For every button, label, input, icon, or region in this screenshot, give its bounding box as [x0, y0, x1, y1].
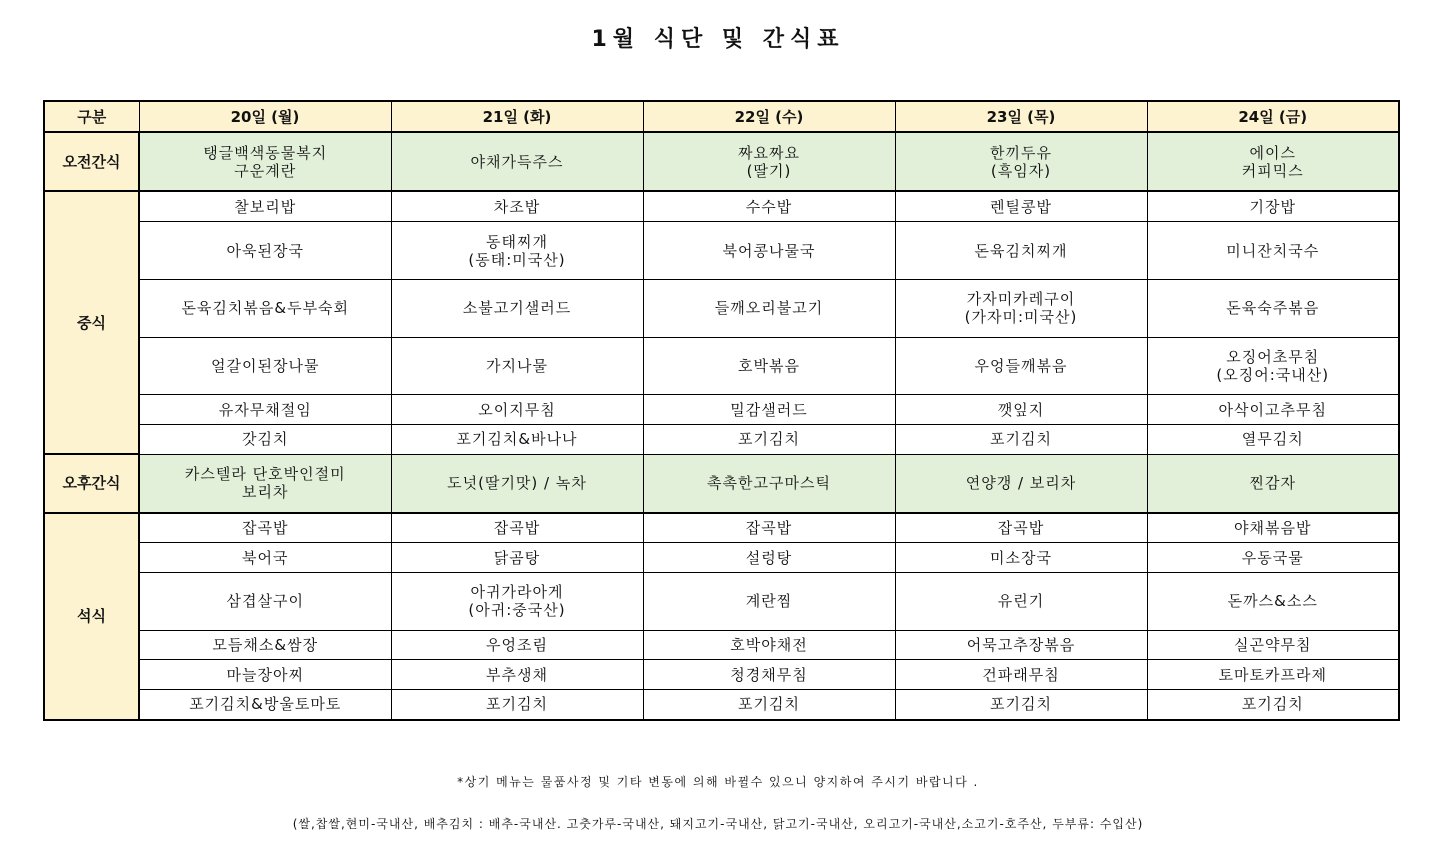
- menu-item-line: 호박볶음: [738, 357, 800, 376]
- dinner-cell: [643, 660, 895, 690]
- afternoon-snack-cell: [895, 454, 1147, 512]
- menu-item-line: 아욱된장국: [226, 241, 304, 260]
- menu-item-line: 깻잎지: [997, 400, 1045, 419]
- lunch-row: [44, 424, 1399, 454]
- morning-snack-label: 오전간식: [44, 132, 139, 191]
- dinner-cell: [895, 689, 1147, 720]
- menu-item-line: 찐감자: [1249, 474, 1296, 493]
- lunch-cell: [643, 395, 895, 425]
- menu-item-line: 도넛(딸기맛) / 녹차: [447, 474, 587, 493]
- dinner-row: [44, 543, 1399, 573]
- menu-item-line: 북어국: [242, 548, 289, 567]
- notice-text: *상기 메뉴는 물품사정 및 기타 변동에 의해 바뀔수 있으니 양지하여 주시기 바랍니다 .: [457, 775, 979, 789]
- dinner-cell: [391, 543, 643, 573]
- dinner-cell: [391, 630, 643, 660]
- lunch-cell: [139, 222, 391, 280]
- lunch-row: [44, 337, 1399, 395]
- lunch-row: [44, 395, 1399, 425]
- lunch-cell: [895, 191, 1147, 221]
- menu-item-line: 돈육김치볶음&두부숙회: [181, 299, 350, 318]
- menu-item-line: 우동국물: [1241, 548, 1304, 567]
- menu-item-line: 연양갱 / 보리차: [965, 474, 1077, 493]
- menu-item-line: 닭곰탕: [493, 548, 541, 567]
- dinner-cell: [1147, 689, 1399, 720]
- menu-item-line: 마늘장아찌: [226, 665, 304, 684]
- menu-item-line: 모듬채소&쌈장: [212, 636, 319, 655]
- dinner-cell: [895, 543, 1147, 573]
- menu-item-line: 렌틸콩밥: [990, 197, 1052, 216]
- menu-item-line: 포기김치: [990, 695, 1052, 714]
- menu-item-line: 건파래무침: [982, 665, 1060, 684]
- menu-item-line: 포기김치&방울토마토: [189, 695, 342, 714]
- menu-item-line: 열무김치: [1241, 430, 1304, 449]
- header-row: [44, 101, 1399, 132]
- lunch-cell: [1147, 424, 1399, 454]
- dinner-cell: [1147, 573, 1399, 631]
- lunch-cell: [895, 279, 1147, 337]
- lunch-cell: [1147, 337, 1399, 395]
- lunch-cell: [895, 222, 1147, 280]
- menu-item-line: 실곤약무침: [1234, 636, 1312, 655]
- lunch-cell: [1147, 191, 1399, 221]
- menu-item-line: 탱글백색동물복지: [203, 143, 328, 162]
- dinner-cell: [139, 543, 391, 573]
- dinner-cell: [643, 513, 895, 543]
- page-title: 1월 식단 및 간식표: [591, 27, 845, 52]
- lunch-cell: [643, 222, 895, 280]
- menu-item-line: 포기김치: [738, 430, 800, 449]
- menu-item-line: (가자미:미국산): [964, 308, 1078, 327]
- menu-item-line: 잡곡밥: [997, 518, 1045, 537]
- header-day-thu: 23일 (목): [895, 101, 1147, 132]
- menu-item-line: 얼갈이된장나물: [211, 357, 320, 376]
- lunch-cell: [391, 222, 643, 280]
- dinner-cell: [139, 689, 391, 720]
- dinner-cell: [139, 660, 391, 690]
- menu-item-line: 포기김치&바나나: [456, 430, 578, 449]
- menu-item-line: 잡곡밥: [242, 518, 289, 537]
- menu-item-line: 카스텔라 단호박인절미: [184, 465, 346, 484]
- menu-item-line: (아귀:중국산): [468, 601, 566, 620]
- lunch-cell: [139, 279, 391, 337]
- menu-item-line: (오징어:국내산): [1216, 366, 1330, 385]
- table-body: [44, 101, 1399, 720]
- origin-info-text: (쌀,찹쌀,현미-국내산, 배추김치 : 배추-국내산. 고춧가루-국내산, 돼지고기-국내산, 닭고기-국내산, 오리고기-국내산,소고기-호주산, 두부류: 수입산): [292, 817, 1144, 831]
- menu-item-line: 갓김치: [242, 430, 289, 449]
- afternoon-snack-row: [44, 454, 1399, 512]
- morning-snack-cell: [643, 132, 895, 191]
- menu-item-line: 한끼두유: [990, 143, 1052, 162]
- header-day-mon: 20일 (월): [139, 101, 391, 132]
- menu-item-line: 짜요짜요: [738, 143, 800, 162]
- menu-item-line: 기장밥: [1249, 197, 1296, 216]
- morning-snack-cell: [391, 132, 643, 191]
- dinner-cell: [391, 513, 643, 543]
- menu-item-line: 보리차: [242, 483, 289, 502]
- lunch-cell: [1147, 222, 1399, 280]
- menu-item-line: 가자미카레구이: [966, 290, 1076, 309]
- afternoon-snack-cell: [391, 454, 643, 512]
- menu-item-line: 호박야채전: [730, 636, 808, 655]
- menu-item-line: 돈육숙주볶음: [1226, 299, 1320, 318]
- lunch-cell: [1147, 279, 1399, 337]
- afternoon-snack-cell: [139, 454, 391, 512]
- menu-item-line: 에이스: [1249, 143, 1296, 162]
- menu-item-line: 미소장국: [990, 548, 1052, 567]
- menu-item-line: 북어콩나물국: [722, 241, 816, 260]
- dinner-cell: [1147, 543, 1399, 573]
- menu-item-line: 가지나물: [486, 357, 548, 376]
- dinner-cell: [391, 573, 643, 631]
- header-day-tue: 21일 (화): [391, 101, 643, 132]
- lunch-cell: [643, 279, 895, 337]
- dinner-cell: [895, 513, 1147, 543]
- lunch-cell: [895, 424, 1147, 454]
- menu-item-line: (딸기): [746, 161, 792, 180]
- menu-item-line: 들깨오리불고기: [714, 299, 824, 318]
- menu-item-line: 부추생채: [486, 665, 548, 684]
- dinner-cell: [391, 689, 643, 720]
- menu-item-line: 커피믹스: [1241, 161, 1304, 180]
- lunch-cell: [139, 395, 391, 425]
- lunch-cell: [391, 279, 643, 337]
- menu-item-line: 유린기: [997, 592, 1045, 611]
- dinner-row: [44, 660, 1399, 690]
- dinner-row: [44, 513, 1399, 543]
- menu-item-line: 청경채무침: [730, 665, 808, 684]
- lunch-cell: [391, 395, 643, 425]
- lunch-cell: [895, 337, 1147, 395]
- menu-item-line: 우엉들깨볶음: [974, 357, 1068, 376]
- lunch-cell: [139, 424, 391, 454]
- morning-snack-cell: [139, 132, 391, 191]
- menu-item-line: 잡곡밥: [493, 518, 541, 537]
- menu-item-line: 포기김치: [738, 695, 800, 714]
- lunch-cell: [1147, 395, 1399, 425]
- morning-snack-row: [44, 132, 1399, 191]
- lunch-cell: [643, 424, 895, 454]
- morning-snack-cell: [1147, 132, 1399, 191]
- menu-item-line: 토마토카프라제: [1218, 665, 1327, 684]
- morning-snack-cell: [895, 132, 1147, 191]
- menu-item-line: 돈육김치찌개: [974, 241, 1068, 260]
- header-day-fri: 24일 (금): [1147, 101, 1399, 132]
- dinner-cell: [643, 573, 895, 631]
- meal-plan-table: [43, 100, 1400, 721]
- dinner-row: [44, 630, 1399, 660]
- dinner-cell: [139, 513, 391, 543]
- menu-item-line: 야채볶음밥: [1234, 518, 1312, 537]
- lunch-row: [44, 191, 1399, 221]
- menu-item-line: 유자무채절임: [218, 400, 312, 419]
- afternoon-snack-cell: [643, 454, 895, 512]
- menu-item-line: 삼겹살구이: [226, 592, 304, 611]
- afternoon-snack-label: 오후간식: [44, 454, 139, 512]
- menu-item-line: 찰보리밥: [234, 197, 297, 216]
- menu-item-line: 포기김치: [990, 430, 1052, 449]
- dinner-cell: [895, 630, 1147, 660]
- dinner-cell: [643, 689, 895, 720]
- menu-item-line: 우엉조림: [486, 636, 548, 655]
- lunch-cell: [391, 337, 643, 395]
- dinner-cell: [643, 630, 895, 660]
- menu-item-line: 구운계란: [234, 161, 297, 180]
- lunch-label: 중식: [44, 191, 139, 454]
- lunch-row: [44, 222, 1399, 280]
- menu-item-line: 야채가득주스: [470, 152, 564, 171]
- lunch-cell: [391, 424, 643, 454]
- dinner-row: [44, 573, 1399, 631]
- dinner-cell: [895, 573, 1147, 631]
- menu-item-line: 어묵고추장볶음: [966, 636, 1076, 655]
- menu-item-line: 돈까스&소스: [1227, 592, 1318, 611]
- menu-item-line: 수수밥: [745, 197, 793, 216]
- dinner-cell: [1147, 630, 1399, 660]
- lunch-cell: [391, 191, 643, 221]
- dinner-cell: [643, 543, 895, 573]
- menu-item-line: 미니잔치국수: [1226, 241, 1320, 260]
- menu-item-line: 동태찌개: [486, 232, 548, 251]
- dinner-cell: [391, 660, 643, 690]
- menu-item-line: 아삭이고추무침: [1218, 400, 1327, 419]
- menu-item-line: 오이지무침: [478, 400, 556, 419]
- lunch-cell: [139, 191, 391, 221]
- dinner-cell: [1147, 513, 1399, 543]
- afternoon-snack-cell: [1147, 454, 1399, 512]
- menu-item-line: 오징어초무침: [1226, 348, 1320, 367]
- lunch-cell: [643, 191, 895, 221]
- menu-item-line: 소불고기샐러드: [462, 299, 572, 318]
- menu-item-line: 포기김치: [486, 695, 548, 714]
- dinner-cell: [1147, 660, 1399, 690]
- menu-item-line: (흑임자): [990, 161, 1052, 180]
- menu-item-line: 계란찜: [745, 592, 793, 611]
- dinner-cell: [139, 630, 391, 660]
- menu-item-line: (동태:미국산): [468, 250, 566, 269]
- menu-item-line: 잡곡밥: [745, 518, 793, 537]
- lunch-cell: [139, 337, 391, 395]
- dinner-cell: [895, 660, 1147, 690]
- lunch-row: [44, 279, 1399, 337]
- header-day-wed: 22일 (수): [643, 101, 895, 132]
- menu-item-line: 설렁탕: [745, 548, 793, 567]
- menu-item-line: 밀감샐러드: [730, 400, 808, 419]
- menu-item-line: 포기김치: [1241, 695, 1304, 714]
- lunch-cell: [895, 395, 1147, 425]
- lunch-cell: [643, 337, 895, 395]
- dinner-row: [44, 689, 1399, 720]
- menu-item-line: 차조밥: [493, 197, 541, 216]
- header-category: 구분: [44, 101, 139, 132]
- dinner-label: 석식: [44, 513, 139, 720]
- menu-item-line: 촉촉한고구마스틱: [707, 474, 831, 493]
- menu-item-line: 아귀가라아게: [470, 583, 564, 602]
- dinner-cell: [139, 573, 391, 631]
